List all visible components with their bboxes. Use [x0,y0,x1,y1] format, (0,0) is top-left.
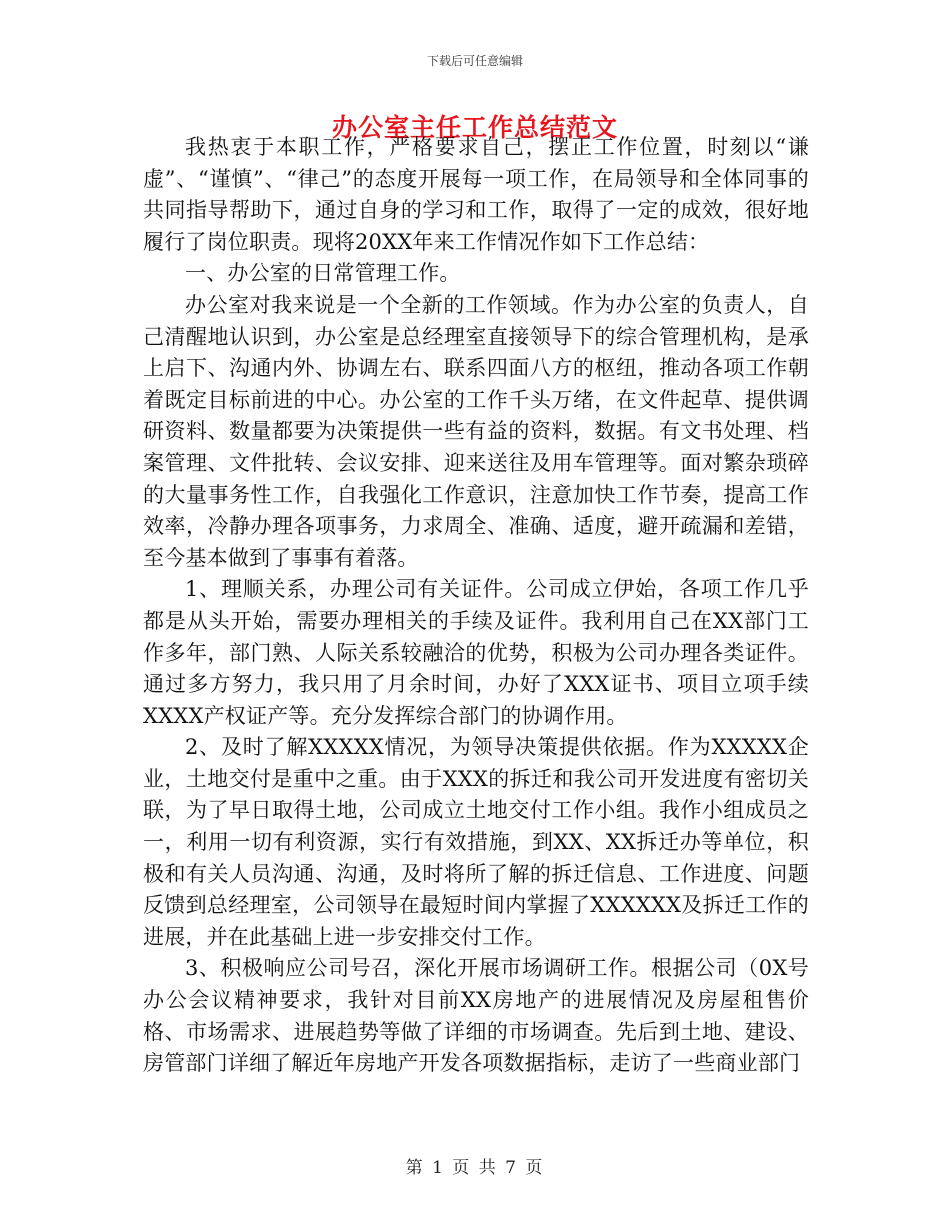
paragraph-office-overview: 办公室对我来说是一个全新的工作领域。作为办公室的负责人，自己清醒地认识到，办公室是总经理室直接领导下的综合管理机构，是承上启下、沟通内外、协调左右、联系四面八方的枢纽，推动各项工作朝着既定目标前进的中心。办公室的工作千头万绪，在文件起草、提供调研资料、数量都要为决策提供一些有益的资料，数据。有文书处理、档案管理、文件批转、会议安排、迎来送往及用车管理等。面对繁杂琐碎的大量事务性工作，自我强化工作意识，注意加快工作节奏，提高工作效率，冷静办理各项事务，力求周全、准确、适度，避开疏漏和差错，至今基本做到了事事有着落。 [143,292,809,570]
document-title: 办公室主任工作总结范文 [331,113,618,142]
page-footer: 第 1 页 共 7 页 [405,1158,545,1178]
paragraph-item-3: 3、积极响应公司号召，深化开展市场调研工作。根据公司（0X号办公会议精神要求，我针对目前XX房地产的进展情况及房屋租售价格、市场需求、进展趋势等做了详细的市场调查。先后到土地、建设、房管部门详细了解近年房地产开发各项数据指标，走访了一些商业部门 [143,956,809,1076]
paragraph-intro: 我热衷于本职工作，严格要求自己，摆正工作位置，时刻以“谦虚”、“谨慎”、“律己”的态度开展每一项工作，在局领导和全体同事的共同指导帮助下，通过自身的学习和工作，取得了一定的成效，很好地履行了岗位职责。现将20XX年来工作情况作如下工作总结： [143,135,809,254]
paragraph-item-2: 2、及时了解XXXXX情况，为领导决策提供依据。作为XXXXX企业，土地交付是重中之重。由于XXX的拆迁和我公司开发进度有密切关联，为了早日取得土地，公司成立土地交付工作小组。我作小组成员之一，利用一切有利资源，实行有效措施，到XX、XX拆迁办等单位，积极和有关人员沟通、沟通，及时将所了解的拆迁信息、工作进度、问题反馈到总经理室，公司领导在最短时间内掌握了XXXXXX及拆迁工作的进展，并在此基础上进一步安排交付工作。 [143,735,809,949]
header-note: 下载后可任意编辑 [426,54,523,68]
paragraph-item-1: 1、理顺关系，办理公司有关证件。公司成立伊始，各项工作几乎都是从头开始，需要办理相关的手续及证件。我利用自己在XX部门工作多年，部门熟、人际关系较融洽的优势，积极为公司办理各类证件。通过多方努力，我只用了月余时间，办好了XXX证书、项目立项手续XXXX产权证产等。充分发挥综合部门的协调作用。 [143,577,809,728]
document-body [143,132,809,1080]
section-heading: 一、办公室的日常管理工作。 [185,261,461,286]
